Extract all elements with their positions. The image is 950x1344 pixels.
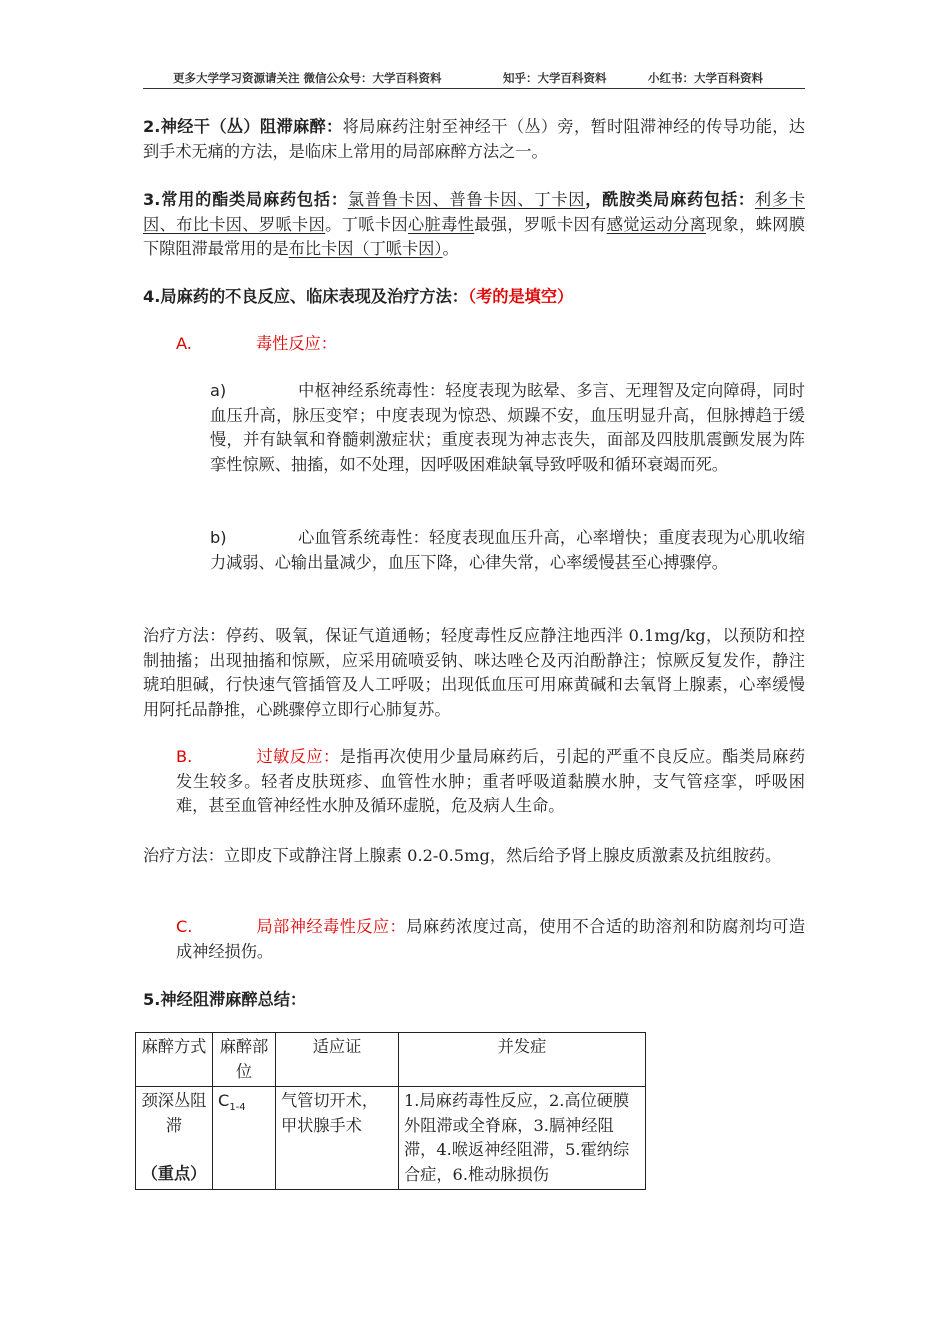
page-header [143,68,805,89]
section-5-title: 5.神经阻滞麻醉总结： [143,990,307,1009]
cell-method [136,1087,213,1190]
cardiac-toxicity: 心脏毒性 [407,214,475,234]
item-a-label: A. [176,334,192,353]
amide-drugs: 利多卡因、布比卡因、罗哌卡因 [143,190,806,234]
cardio-toxicity [210,526,805,575]
cns-toxicity-text: 中枢神经系统毒性：轻度表现为眩晕、多言、无理智及定向障碍，同时血压升高，脉压变窄；中度表现为惊恐、烦躁不安，血压明显升高，但脉搏趋于缓慢，并有缺氧和脊髓刺激症状；重度表现为神志丧失，面部及四肢肌震颤发展为阵挛性惊厥、抽搐，如不处理，因呼吸困难缺氧导致呼吸和循环衰竭而死。 [210,381,805,474]
cardio-toxicity-text: 心血管系统毒性：轻度表现血压升高，心率增快；重度表现为心肌收缩力减弱、心输出量减少，血压下降，心律失常，心率缓慢甚至心搏骤停。 [210,528,805,572]
exam-note: （考的是填空） [467,287,574,306]
cns-toxicity [210,379,805,477]
cell-site [213,1087,276,1190]
allergic-reaction-title: 过敏反应： [256,747,340,766]
item-c-label: C. [176,917,193,936]
header-indication: 适应证 [276,1033,399,1087]
toxic-reaction-heading [176,332,776,357]
method-name: 颈深丛阻滞 [141,1091,207,1135]
header-method: 麻醉方式 [136,1033,213,1087]
local-nerve-toxicity-title: 局部神经毒性反应： [256,917,407,936]
section-4-heading [143,285,805,310]
allergic-reaction [176,745,805,819]
section-2-title: 2.神经干（丛）阻滞麻醉： [143,117,343,136]
nerve-block-summary-table [135,1032,646,1190]
section-3-text-3: 现象，蛛网膜下隙阻滞最常用的是 [143,214,806,258]
section-3-paragraph [143,188,805,262]
header-wechat-note: 更多大学学习资源请关注 微信公众号：大学百科资料 [173,71,442,85]
table-row [136,1087,646,1190]
toxic-treatment: 治疗方法：停药、吸氧，保证气道通畅；轻度毒性反应静注地西泮 0.1mg/kg，以预防和控制抽搐；出现抽搐和惊厥，应采用硫喷妥钠、咪达唑仑及丙泊酚静注；惊厥反复发作，静注琥珀胆碱，行快速气管插管及人工呼吸；出现低血压可用麻黄碱和去氧肾上腺素，心率缓慢用阿托品静推，心跳骤停立即行心肺复苏。 [143,626,805,719]
cell-indication: 气管切开术，甲状腺手术 [276,1087,399,1190]
item-b-sub-label: b) [210,528,227,547]
header-complication: 并发症 [399,1033,646,1087]
allergic-reaction-text: 是指再次使用少量局麻药后，引起的严重不良反应。酯类局麻药发生较多。轻者皮肤斑疹、血管性水肿；重者呼吸道黏膜水肿，支气管痉挛，呼吸困难，甚至血管神经性水肿及循环虚脱，危及病人生命。 [176,747,806,815]
header-site: 麻醉部位 [213,1033,276,1087]
section-3-amide-title: ，酰胺类局麻药包括： [585,190,755,209]
section-5-heading [143,988,805,1013]
local-nerve-toxicity [176,915,805,964]
ester-drugs: 氯普鲁卡因、普鲁卡因、丁卡因 [347,190,586,209]
site-main: C [218,1091,230,1110]
item-a-sub-label: a) [210,381,227,400]
header-xiaohongshu-note: 小红书：大学百科资料 [648,71,763,85]
cell-complication: 1.局麻药毒性反应，2.高位硬膜外阻滞或全脊麻，3.膈神经阻滞，4.喉返神经阻滞，5.霍纳综合症，6.椎动脉损伤 [399,1087,646,1190]
allergic-treatment: 治疗方法：立即皮下或静注肾上腺素 0.2-0.5mg，然后给予肾上腺皮质激素及抗组胺药。 [143,846,782,865]
item-b-label: B. [176,747,193,766]
site-sub: 1-4 [229,1102,246,1114]
method-key-note: （重点） [141,1164,207,1183]
local-nerve-toxicity-text: 局麻药浓度过高，使用不合适的助溶剂和防腐剂均可造成神经损伤。 [176,917,806,961]
section-2-paragraph [143,115,805,164]
toxic-reaction-title: 毒性反应： [256,334,337,353]
section-3-ester-title: 3.常用的酯类局麻药包括： [143,190,348,209]
section-2-text: 将局麻药注射至神经干（丛）旁，暂时阻滞神经的传导功能，达到手术无痛的方法，是临床上常用的局部麻醉方法之一。 [143,117,805,161]
header-zhihu-note: 知乎：大学百科资料 [503,71,607,85]
sensory-motor-separation: 感觉运动分离 [606,214,707,234]
section-3-text-4: 。 [442,239,459,258]
table-header-row [136,1033,646,1087]
section-3-text-2: 最强，罗哌卡因有 [474,214,607,234]
bupivacaine: 布比卡因（丁哌卡因） [288,239,443,258]
section-4-title: 4.局麻药的不良反应、临床表现及治疗方法： [143,287,468,306]
section-3-text-1: 。丁哌卡因 [325,214,408,234]
